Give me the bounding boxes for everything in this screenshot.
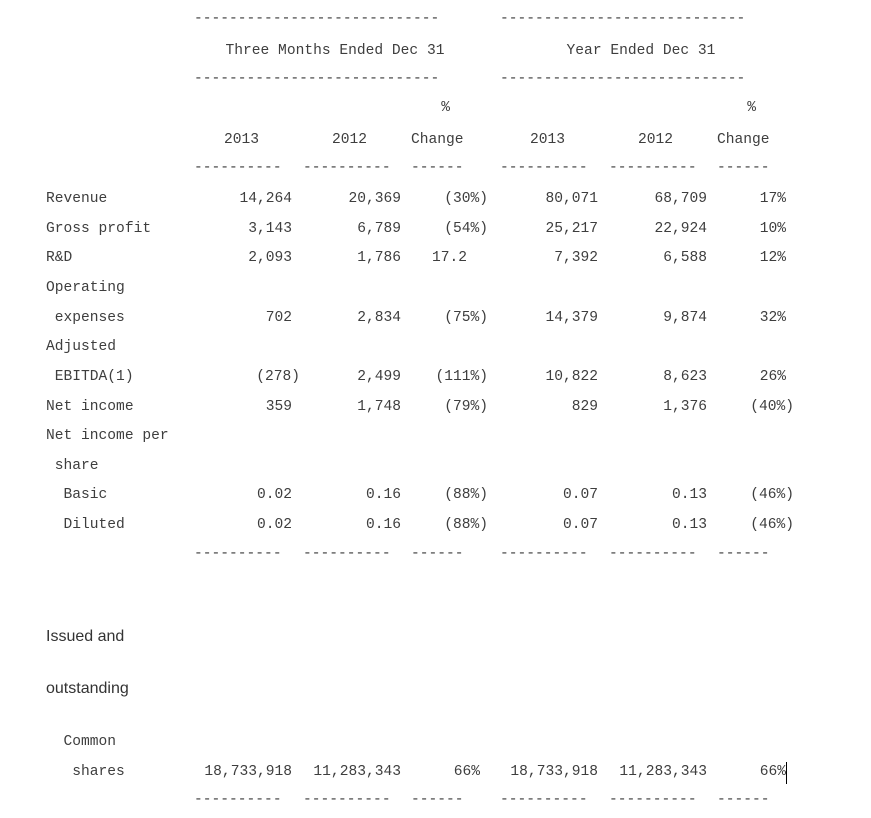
shares-cell: 11,283,343	[313, 764, 401, 780]
cell: 0.02	[256, 517, 292, 533]
issued-line-1: Issued and	[46, 628, 125, 645]
cell: 0.13	[671, 517, 707, 533]
shares-dash-6: ------	[717, 792, 770, 808]
cell: 702	[265, 310, 292, 326]
cell: 1,786	[357, 250, 401, 266]
cell: 17.2	[432, 250, 468, 266]
cell: 3,143	[248, 221, 292, 237]
cell: (40%)	[750, 399, 794, 415]
row-label: Revenue	[46, 191, 108, 207]
cell: (88%)	[444, 517, 488, 533]
cell: 0.07	[562, 517, 598, 533]
row-label: Adjusted	[46, 339, 117, 355]
cell: 32%	[759, 310, 786, 326]
separator-year-under: ----------------------------	[500, 71, 746, 87]
cell: 9,874	[663, 310, 707, 326]
col-dash-5: ----------	[609, 160, 697, 176]
col-header-2012-y: 2012	[638, 132, 674, 148]
issued-line-2: outstanding	[46, 680, 129, 697]
cell: (46%)	[750, 487, 794, 503]
col-dash-bottom-3: ------	[411, 546, 464, 562]
separator-three-months-top: ----------------------------	[194, 11, 440, 27]
cell: (278)	[256, 369, 300, 385]
cell: 7,392	[554, 250, 598, 266]
row-label: Net income per	[46, 428, 169, 444]
shares-dash-3: ------	[411, 792, 464, 808]
cell: 2,499	[357, 369, 401, 385]
cell: 17%	[759, 191, 786, 207]
cell: 80,071	[545, 191, 598, 207]
cell: (79%)	[444, 399, 488, 415]
cell: 25,217	[545, 221, 598, 237]
col-dash-bottom-1: ----------	[194, 546, 282, 562]
header-year: Year Ended Dec 31	[566, 43, 716, 59]
cell: 0.13	[671, 487, 707, 503]
cell: 6,789	[357, 221, 401, 237]
cell: 829	[571, 399, 598, 415]
cell: 14,264	[239, 191, 292, 207]
cell: 10%	[759, 221, 786, 237]
row-label: R&D	[46, 250, 73, 266]
col-dash-2: ----------	[303, 160, 391, 176]
row-label: Diluted	[46, 517, 125, 533]
cell: 2,093	[248, 250, 292, 266]
col-dash-bottom-2: ----------	[303, 546, 391, 562]
cell: 0.07	[562, 487, 598, 503]
row-label: share	[46, 458, 99, 474]
cell: (75%)	[444, 310, 488, 326]
cell: 8,623	[663, 369, 707, 385]
col-header-2013-q: 2013	[224, 132, 260, 148]
col-dash-6: ------	[717, 160, 770, 176]
cell: 1,376	[663, 399, 707, 415]
shares-cell: 11,283,343	[619, 764, 707, 780]
separator-three-months-under: ----------------------------	[194, 71, 440, 87]
row-label: Operating	[46, 280, 125, 296]
cell: (30%)	[444, 191, 488, 207]
separator-year-top: ----------------------------	[500, 11, 746, 27]
cell: 1,748	[357, 399, 401, 415]
cell: 14,379	[545, 310, 598, 326]
col-dash-bottom-4: ----------	[500, 546, 588, 562]
cell: 26%	[759, 369, 786, 385]
cell: 6,588	[663, 250, 707, 266]
cell: 12%	[759, 250, 786, 266]
cell: 68,709	[654, 191, 707, 207]
shares-cell: 18,733,918	[204, 764, 292, 780]
shares-cell: 18,733,918	[510, 764, 598, 780]
shares-dash-2: ----------	[303, 792, 391, 808]
col-header-2012-q: 2012	[332, 132, 368, 148]
shares-label: shares	[46, 764, 125, 780]
shares-dash-5: ----------	[609, 792, 697, 808]
cell: (46%)	[750, 517, 794, 533]
cell: 0.16	[365, 517, 401, 533]
cell: 0.02	[256, 487, 292, 503]
row-label: EBITDA(1)	[46, 369, 134, 385]
row-label: Gross profit	[46, 221, 152, 237]
cell: 0.16	[365, 487, 401, 503]
shares-dash-4: ----------	[500, 792, 588, 808]
col-dash-4: ----------	[500, 160, 588, 176]
col-header-change-y: Change	[717, 132, 770, 148]
cell: 359	[265, 399, 292, 415]
col-dash-1: ----------	[194, 160, 282, 176]
cell: (88%)	[444, 487, 488, 503]
cell: 2,834	[357, 310, 401, 326]
col-header-change-q: Change	[411, 132, 464, 148]
shares-dash-1: ----------	[194, 792, 282, 808]
text-cursor	[786, 762, 787, 784]
col-dash-bottom-6: ------	[717, 546, 770, 562]
pct-symbol-year: %	[747, 100, 756, 116]
col-dash-bottom-5: ----------	[609, 546, 697, 562]
row-label: expenses	[46, 310, 125, 326]
shares-cell: 66%	[453, 764, 480, 780]
cell: 22,924	[654, 221, 707, 237]
row-label: Basic	[46, 487, 108, 503]
row-label: Net income	[46, 399, 134, 415]
col-header-2013-y: 2013	[530, 132, 566, 148]
cell: 10,822	[545, 369, 598, 385]
common-label: Common	[46, 734, 117, 750]
col-dash-3: ------	[411, 160, 464, 176]
header-three-months: Three Months Ended Dec 31	[225, 43, 445, 59]
cell: (54%)	[444, 221, 488, 237]
pct-symbol-three-months: %	[441, 100, 450, 116]
cell: (111%)	[435, 369, 488, 385]
cell: 20,369	[348, 191, 401, 207]
shares-cell: 66%	[759, 764, 786, 780]
